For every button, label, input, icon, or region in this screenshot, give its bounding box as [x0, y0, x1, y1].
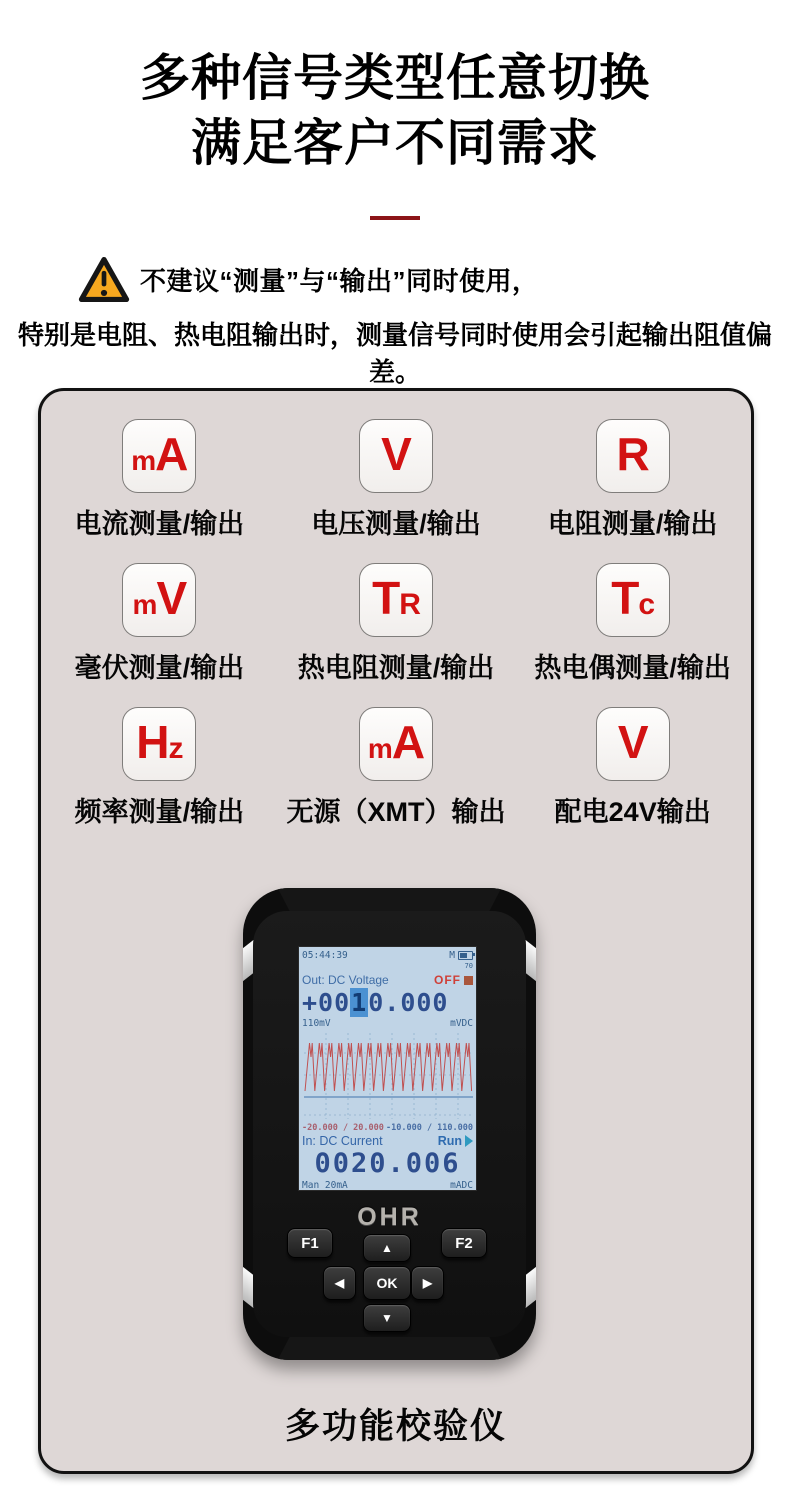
signal-label: 热电阻测量/输出 [297, 653, 495, 683]
brand-logo: OHR [357, 1203, 422, 1231]
signal-tile [359, 419, 433, 493]
ok-button[interactable]: OK [363, 1266, 411, 1300]
signal-grid-row [41, 563, 751, 685]
left-arrow-button[interactable]: ◀ [323, 1266, 356, 1300]
off-indicator-icon [464, 976, 473, 985]
signal-tile [359, 563, 433, 637]
run-icon [465, 1135, 473, 1147]
signal-tile [122, 563, 196, 637]
output-digits-pre: +00 [302, 988, 351, 1017]
signal-panel [38, 388, 754, 1474]
signal-item [278, 563, 515, 685]
signal-label: 电压测量/输出 [311, 509, 481, 539]
warning-line2: 特别是电阻、热电阻输出时，测量信号同时使用会引起输出阻值偏差。 [17, 320, 772, 387]
output-unit: mVDC [450, 1018, 473, 1029]
run-status: Run [437, 1134, 462, 1148]
input-channel-label: In: DC Current [302, 1134, 383, 1148]
input-scale-range: -10.000 / 110.000 [386, 1123, 473, 1133]
page-title-line2: 满足客户不同需求 [191, 115, 599, 171]
battery-level: 70 [464, 962, 473, 970]
screen-mode: M [449, 950, 455, 961]
signal-item [278, 419, 515, 541]
signal-label: 频率测量/输出 [74, 797, 245, 827]
screen-time: 05:44:39 [302, 950, 348, 961]
output-range-label: 110mV [302, 1018, 331, 1029]
output-channel-label: Out: DC Voltage [302, 973, 389, 987]
calibrator-device [243, 888, 536, 1360]
input-range-label: Man 20mA [302, 1180, 348, 1191]
signal-tile [359, 707, 433, 781]
signal-grid-row [41, 419, 751, 541]
signal-tile [596, 563, 670, 637]
signal-glyph: V [381, 428, 411, 480]
waveform-chart [302, 1031, 475, 1121]
signal-label: 热电偶测量/输出 [534, 653, 731, 683]
signal-item [41, 707, 278, 829]
signal-tile [596, 419, 670, 493]
signal-tile [122, 419, 196, 493]
signal-item [514, 563, 751, 685]
f2-button[interactable]: F2 [441, 1228, 487, 1258]
device-bottom-cap [273, 1333, 506, 1360]
title-divider [370, 216, 420, 220]
signal-glyph: mA [131, 428, 188, 480]
signal-glyph: Tc [611, 572, 655, 624]
signal-item [41, 419, 278, 541]
signal-label: 电阻测量/输出 [547, 509, 718, 539]
battery-icon [458, 951, 473, 960]
signal-label: 毫伏测量/输出 [74, 653, 245, 683]
signal-item [278, 707, 515, 829]
warning-section [0, 256, 790, 389]
up-arrow-button[interactable]: ▲ [363, 1234, 411, 1262]
output-scale-range: -20.000 / 20.000 [302, 1123, 384, 1133]
output-value-display [302, 988, 473, 1017]
signal-tile [596, 707, 670, 781]
down-arrow-button[interactable]: ▼ [363, 1304, 411, 1332]
warning-triangle-icon [78, 256, 130, 303]
signal-label: 无源（XMT）输出 [286, 797, 506, 827]
signal-grid-row [41, 707, 751, 829]
device-screen [298, 946, 477, 1191]
right-arrow-button[interactable]: ▶ [411, 1266, 444, 1300]
f1-button[interactable]: F1 [287, 1228, 333, 1258]
input-value-display: 0020.006 [314, 1148, 461, 1179]
page-title-line1: 多种信号类型任意切换 [140, 50, 650, 106]
output-digits-post: 0.000 [368, 988, 449, 1017]
page-title [0, 46, 790, 176]
signal-item [514, 707, 751, 829]
signal-glyph: V [617, 716, 648, 768]
device-caption: 多功能校验仪 [284, 1407, 507, 1446]
signal-glyph: mA [367, 716, 425, 768]
signal-item [41, 563, 278, 685]
signal-label: 配电24V输出 [554, 797, 711, 827]
input-unit: mADC [450, 1180, 473, 1191]
cursor-digit: 1 [351, 988, 368, 1017]
signal-glyph: TR [372, 572, 420, 624]
signal-label: 电流测量/输出 [74, 509, 245, 539]
warning-line1: 不建议“测量”与“输出”同时使用， [140, 266, 539, 296]
signal-glyph: mV [132, 572, 187, 624]
signal-tile [122, 707, 196, 781]
signal-glyph: Hz [136, 716, 183, 768]
signal-glyph: R [616, 428, 649, 480]
output-state: OFF [434, 973, 461, 987]
signal-item [514, 419, 751, 541]
